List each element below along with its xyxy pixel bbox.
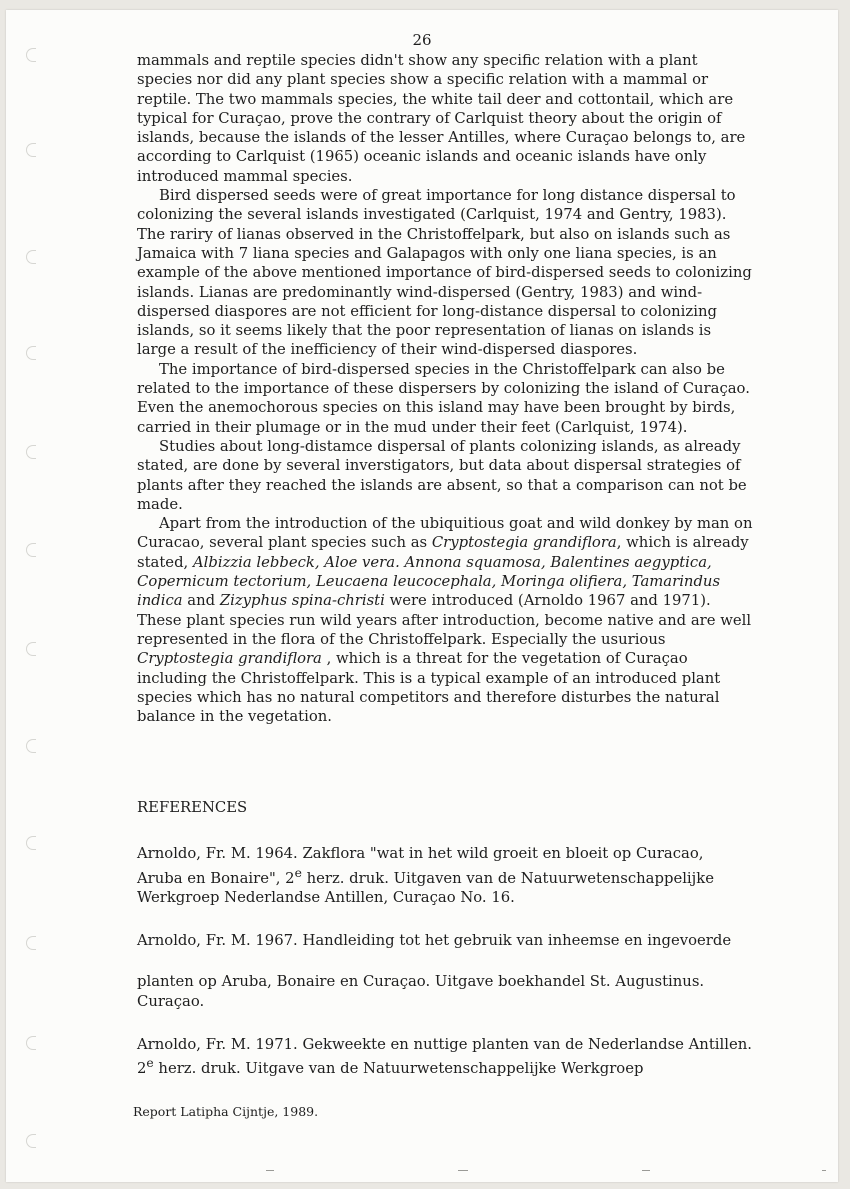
binder-hole-mark	[26, 543, 36, 557]
binder-hole-mark	[26, 250, 36, 264]
reference-entry: planten op Aruba, Bonaire en Curaçao. Uitgave boekhandel St. Augustinus. Curaçao.	[137, 973, 705, 1010]
binder-hole-mark	[26, 739, 36, 753]
species-name: Albizzia lebbeck, Aloe vera. Annona squamosa, Balentines aegyptica, Copernicum tectorium, Leucaena leucocephala, Moringa olifiera, Tamarindus indica	[137, 553, 721, 610]
scan-mark	[822, 1170, 826, 1171]
reference-entry	[137, 1035, 753, 1079]
text-run: herz. druk. Uitgave van de Natuurwetenschappelijke Werkgroep	[153, 1060, 644, 1078]
paragraph: The importance of bird-dispersed species in the Christoffelpark can also be related to the importance of these dispersers by colonizing the island of Curaçao. Even the anemochorous species on this island may have been brought by birds, carried in their plumage or in the mud under their feet (Carlquist, 1974).	[137, 360, 750, 436]
document-page	[6, 10, 838, 1182]
species-name: Zizyphus spina-christi	[219, 592, 385, 610]
text-run: , which is already stated,	[137, 534, 749, 571]
paragraph: mammals and reptile species didn't show any specific relation with a plant species nor did any plant species show a specific relation with a mammal or reptile. The two mammals species, the white tail deer and cottontail, which are typical for Curaçao, prove the contrary of Carlquist theory about the origin of islands, because the islands of the lesser Antilles, where Curaçao belongs to, are according to Carlquist (1965) oceanic islands and oceanic islands have only introduced mammal species.	[137, 52, 746, 185]
text-run: and	[182, 592, 220, 610]
binder-hole-mark	[26, 1036, 36, 1050]
scan-mark	[642, 1170, 650, 1171]
references-heading: REFERENCES	[137, 799, 248, 816]
references-section	[137, 798, 753, 1097]
page-number: 26	[412, 31, 432, 49]
paragraph: Studies about long-distamce dispersal of plants colonizing islands, as already stated, are done by several inverstigators, but data about dispersal strategies of plants after they reached the islands are absent, so that a comparison can not be made.	[137, 437, 747, 513]
binder-hole-mark	[26, 642, 36, 656]
binder-hole-mark	[26, 445, 36, 459]
binder-hole-mark	[26, 48, 36, 62]
superscript: e	[294, 865, 302, 880]
scan-mark	[458, 1170, 468, 1171]
paragraph: Bird dispersed seeds were of great importance for long distance dispersal to colonizing the several islands investigated (Carlquist, 1974 and Gentry, 1983). The rariry of lianas observed in the Christoffelpark, but also on islands such as Jamaica with 7 liana species and Galapagos with only one liana species, is an example of the above mentioned importance of bird-dispersed seeds to colonizing islands. Lianas are predominantly wind-dispersed (Gentry, 1983) and wind-dispersed diaspores are not efficient for long-distance dispersal to colonizing islands, so it seems likely that the poor representation of lianas on islands is large a result of the inefficiency of their wind-dispersed diaspores.	[137, 187, 752, 359]
binder-hole-mark	[26, 936, 36, 950]
scan-marks	[266, 1170, 826, 1174]
text-run: Arnoldo, Fr. M. 1971. Gekweekte en nuttige planten van de Nederlandse Antillen. 2	[137, 1036, 752, 1078]
species-name: Cryptostegia grandiflora	[431, 534, 617, 552]
scan-mark	[266, 1170, 274, 1171]
reference-entry: Arnoldo, Fr. M. 1967. Handleiding tot het gebruik van inheemse en ingevoerde	[137, 932, 732, 950]
binder-hole-mark	[26, 836, 36, 850]
species-name: Cryptostegia grandiflora	[137, 650, 322, 668]
text-run: herz. druk. Uitgaven van de Natuurwetenschappelijke Werkgroep Nederlandse Antillen, Curaçao No. 16.	[137, 869, 714, 906]
binder-hole-mark	[26, 143, 36, 157]
binder-hole-mark	[26, 346, 36, 360]
text-run: were introduced (Arnoldo 1967 and 1971). These plant species run wild years after introduction, become native and are well represented in the flora of the Christoffelpark. Especially the usurious	[137, 592, 752, 648]
body-text	[137, 51, 753, 726]
paragraph	[137, 514, 753, 726]
binder-hole-mark	[26, 1134, 36, 1148]
superscript: e	[146, 1056, 154, 1071]
page-footer: Report Latipha Cijntje, 1989.	[133, 1104, 319, 1119]
text-run: , which is a threat for the vegetation of Curaçao including the Christoffelpark. This is a typical example of an introduced plant species which has no natural competitors and therefore disturbes the natural balance in the vegetation.	[137, 650, 721, 726]
text-run: Arnoldo, Fr. M. 1964. Zakflora "wat in het wild groeit en bloeit op Curacao, Aruba en Bonaire", 2	[137, 845, 704, 887]
text-run: Apart from the introduction of the ubiquitious goat and wild donkey by man on Curacao, several plant species such as	[137, 515, 753, 552]
reference-entry	[137, 844, 753, 907]
